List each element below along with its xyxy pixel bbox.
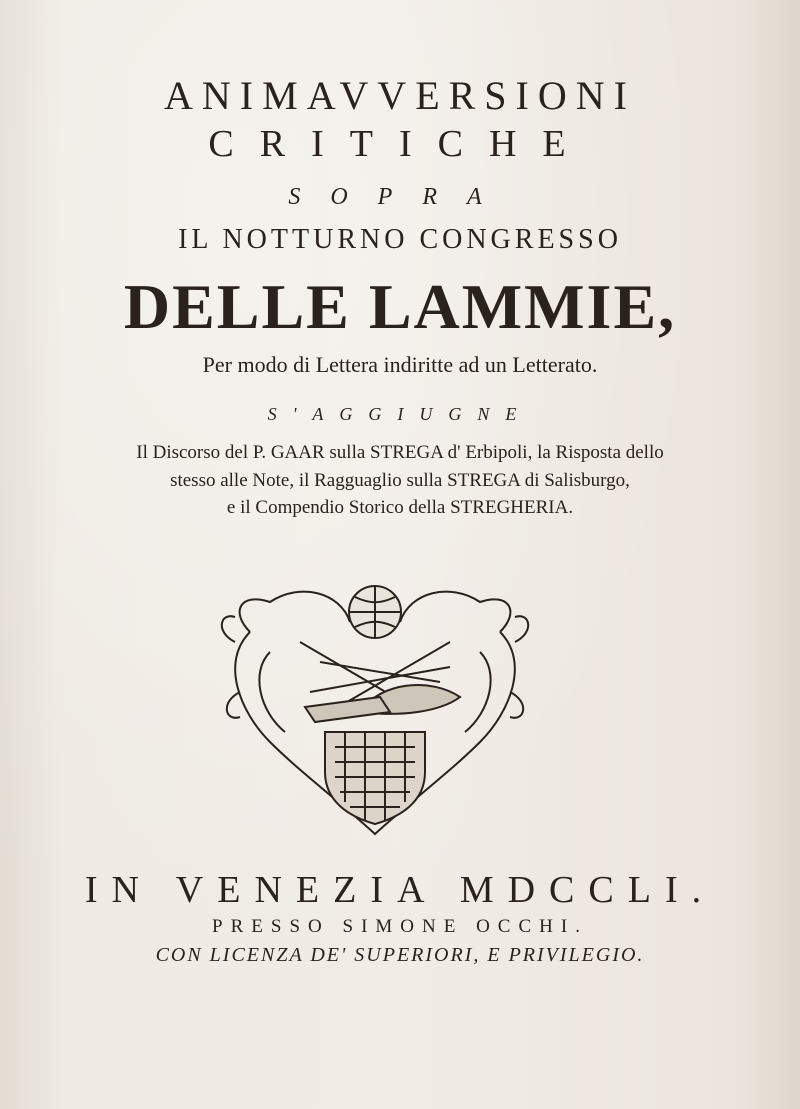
contents-line-2: stesso alle Note, il Ragguaglio sulla STREGA di Salisburgo, xyxy=(170,470,630,491)
contents-line-1: Il Discorso del P. GAAR sulla STREGA d' Erbipoli, la Risposta dello xyxy=(136,442,664,463)
additions-heading: S'AGGIUGNE xyxy=(267,404,533,424)
subtitle: Per modo di Lettera indiritte ad un Letterato. xyxy=(202,352,598,377)
title-line-2: CRITICHE xyxy=(208,123,592,165)
contents-line-3: e il Compendio Storico della STREGHERIA. xyxy=(226,497,574,518)
title-line-1: ANIMAVVERSIONI xyxy=(164,73,636,118)
imprint-printer: PRESSO SIMONE OCCHI. xyxy=(212,916,588,937)
ornamental-vignette-icon xyxy=(210,572,540,842)
title-line-3: SOPRA xyxy=(288,184,512,210)
imprint-place-date: IN VENEZIA MDCCLI. xyxy=(84,869,716,911)
title-line-4: IL NOTTURNO CONGRESSO xyxy=(178,224,622,255)
imprint-license: CON LICENZA DE' SUPERIORI, E PRIVILEGIO. xyxy=(155,944,645,966)
main-title: DELLE LAMMIE, xyxy=(123,271,677,342)
